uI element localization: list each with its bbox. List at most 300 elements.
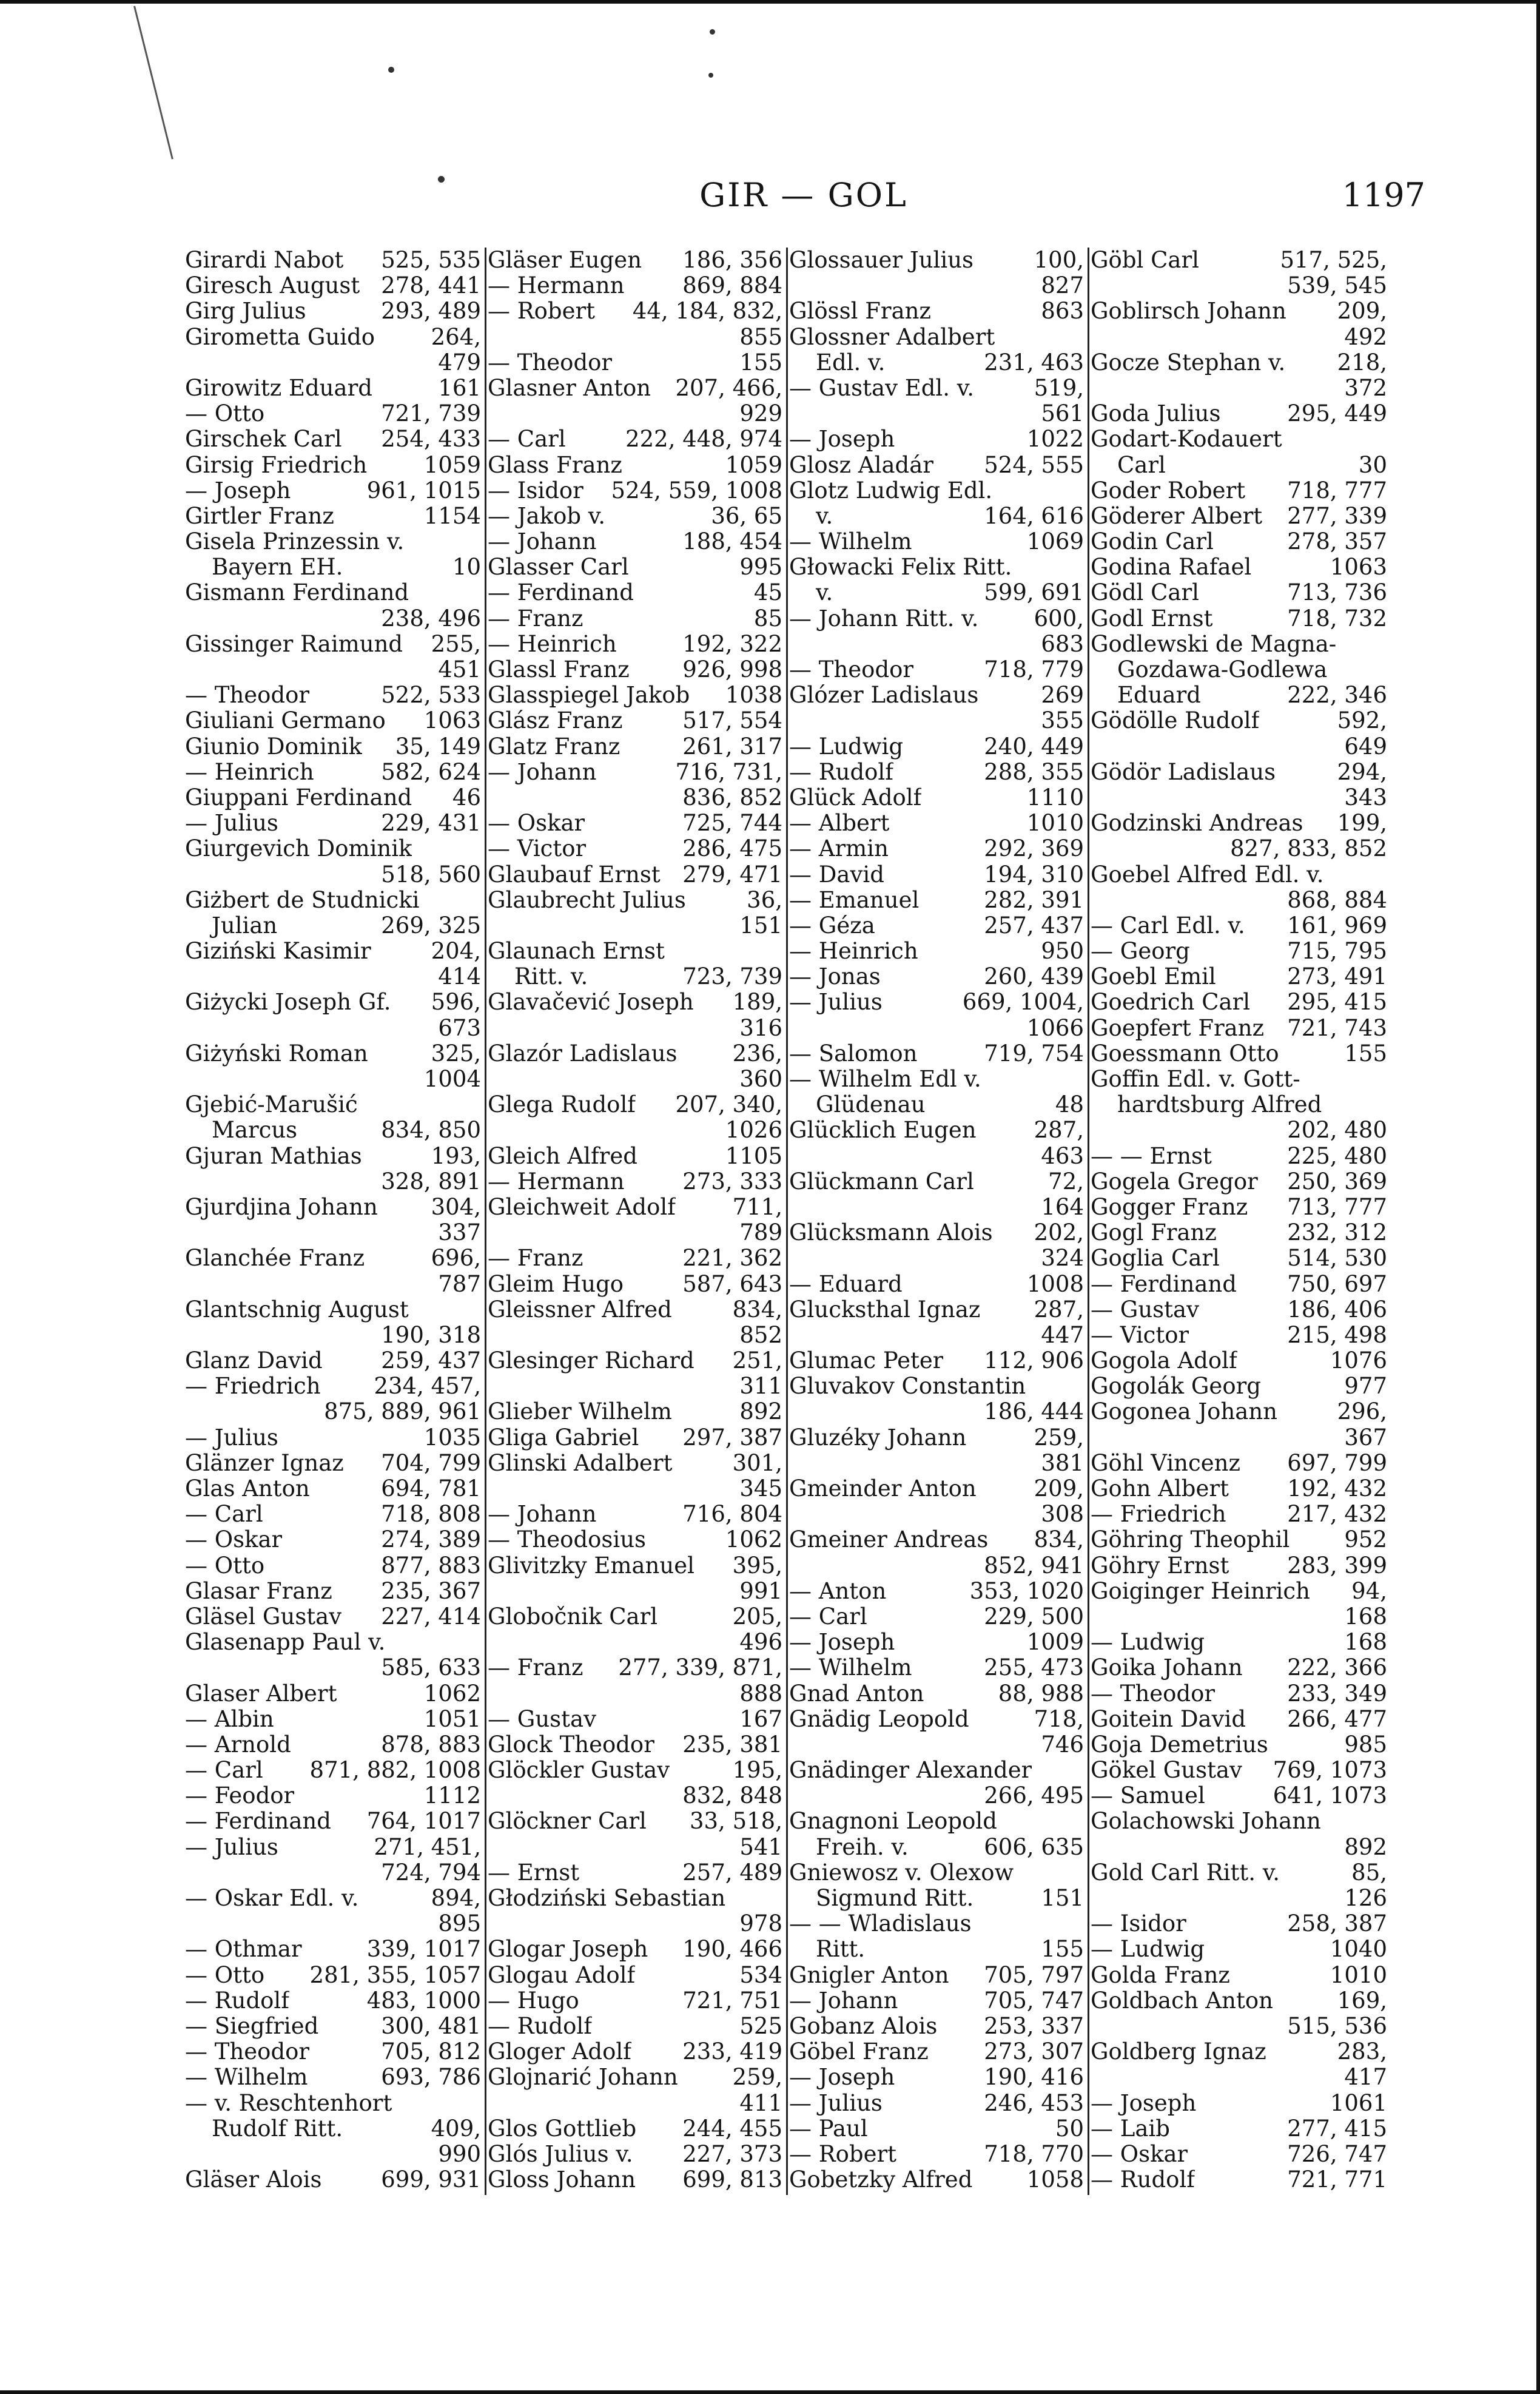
index-entry (1091, 811, 1387, 836)
entry-pages: 713, 736 (1287, 580, 1387, 606)
index-entry (488, 1348, 782, 1374)
entry-pages: 304, (431, 1194, 481, 1220)
index-entry (789, 350, 1084, 376)
entry-pages: 852, 941 (984, 1553, 1084, 1579)
entry-pages: 233, 419 (682, 2039, 782, 2065)
index-entry (789, 1323, 1084, 1348)
entry-pages: 343 (1344, 784, 1387, 811)
index-entry (185, 1246, 481, 1271)
index-entry (488, 657, 782, 683)
entry-pages: 168 (1344, 1630, 1387, 1656)
entry-name: — Samuel (1091, 1783, 1205, 1809)
entry-pages (1080, 1067, 1084, 1092)
entry-pages: 1026 (725, 1118, 782, 1144)
index-entry (1091, 453, 1387, 478)
entry-name: Glasner Anton (488, 375, 651, 401)
entry-pages: 259, (732, 2065, 782, 2091)
entry-pages: 669, 1004, (962, 990, 1084, 1016)
entry-pages: 926, 998 (682, 657, 782, 683)
index-entry (185, 888, 481, 913)
entry-name: Goja Demetrius (1091, 1731, 1268, 1758)
entry-pages (1384, 862, 1387, 888)
entry-pages: 251, (732, 1348, 782, 1374)
index-entry (789, 1988, 1084, 2014)
index-entry (488, 1783, 782, 1809)
entry-name: — Rudolf (789, 759, 893, 785)
index-entry (185, 1553, 481, 1579)
entry-name: Gödör Ladislaus (1091, 759, 1276, 785)
entry-name: Gnad Anton (789, 1681, 924, 1707)
index-entry (185, 683, 481, 708)
entry-pages (1080, 325, 1084, 350)
index-entry (488, 1758, 782, 1783)
entry-pages (1080, 555, 1084, 580)
entry-pages (1384, 657, 1387, 683)
entry-name: — — Wladislaus (789, 1911, 972, 1937)
index-entry (488, 632, 782, 657)
entry-name: — — Ernst (1091, 1143, 1212, 1169)
entry-pages: 286, 475 (682, 836, 782, 862)
entry-pages: 836, 852 (682, 784, 782, 811)
entry-pages: 282, 391 (984, 887, 1084, 913)
index-entry (789, 811, 1084, 836)
index-entry (789, 1169, 1084, 1195)
index-entry (1091, 325, 1387, 350)
index-entry (789, 1502, 1084, 1527)
entry-name: Göderer Albert (1091, 503, 1263, 529)
entry-name: Girsig Friedrich (185, 452, 368, 478)
entry-name: Goitein David (1091, 1706, 1246, 1732)
entry-name: Glesinger Richard (488, 1348, 694, 1374)
entry-name: Gläser Alois (185, 2167, 322, 2193)
entry-pages: 192, 432 (1287, 1476, 1387, 1502)
entry-name: — Julius (789, 990, 883, 1016)
entry-pages: 381 (1041, 1450, 1084, 1476)
index-entry (488, 1553, 782, 1579)
index-entry (185, 1323, 481, 1348)
entry-name: Glózer Ladislaus (789, 683, 979, 709)
entry-name: Golachowski Johann (1091, 1809, 1321, 1835)
entry-name: Glücksmann Alois (789, 1220, 993, 1246)
entry-pages: 194, 310 (984, 862, 1084, 888)
entry-name: Gogl Franz (1091, 1220, 1217, 1246)
index-entry (789, 1630, 1084, 1655)
index-entry (1091, 1655, 1387, 1681)
entry-pages: 217, 432 (1287, 1502, 1387, 1528)
entry-pages: 221, 362 (682, 1246, 782, 1272)
entry-name: — Wilhelm (789, 529, 912, 555)
index-entry (1091, 1579, 1387, 1604)
index-entry (488, 1399, 782, 1425)
entry-pages: 222, 366 (1287, 1655, 1387, 1681)
index-entry (185, 555, 481, 580)
index-entry (789, 1707, 1084, 1732)
entry-name: Göhring Theophil (1091, 1527, 1290, 1553)
entry-pages: 592, (1337, 708, 1387, 734)
entry-pages: 479 (438, 349, 481, 376)
index-entry (789, 1374, 1084, 1399)
entry-name: Gmeinder Anton (789, 1476, 977, 1502)
index-entry (1091, 1911, 1387, 1937)
entry-pages: 10 (452, 555, 481, 581)
entry-name: — Albert (789, 811, 890, 837)
page-number: 1197 (1342, 176, 1425, 214)
entry-pages (477, 1297, 481, 1323)
entry-pages: 409, (431, 2116, 481, 2142)
index-entry (488, 1195, 782, 1220)
entry-name: — Victor (1091, 1322, 1189, 1348)
index-entry (185, 1067, 481, 1092)
entry-pages: 283, 399 (1287, 1553, 1387, 1579)
entry-name: Golda Franz (1091, 1962, 1230, 1988)
index-entry (789, 1732, 1084, 1758)
index-entry (1091, 1476, 1387, 1502)
index-entry (185, 1195, 481, 1220)
entry-name: — Ludwig (1091, 1630, 1205, 1656)
entry-name: — Rudolf (488, 2013, 592, 2039)
index-entry (488, 1707, 782, 1732)
index-entry (185, 1758, 481, 1783)
entry-name: Girardi Nabot (185, 248, 344, 273)
entry-pages: 929 (739, 401, 782, 427)
index-entry (488, 1911, 782, 1937)
entry-pages: 231, 463 (984, 349, 1084, 376)
entry-name: — Ludwig (789, 733, 904, 760)
entry-name: Gnagnoni Leopold (789, 1809, 997, 1835)
entry-pages: 46 (452, 784, 481, 811)
entry-pages: 725, 744 (682, 811, 782, 837)
entry-pages: 517, 525, (1280, 248, 1387, 273)
entry-name: Goedrich Carl (1091, 990, 1251, 1016)
index-entry (1091, 2091, 1387, 2116)
index-entry (1091, 1707, 1387, 1732)
index-entry (789, 683, 1084, 708)
index-entry (1091, 1937, 1387, 1962)
entry-pages: 496 (739, 1630, 782, 1656)
index-entry (488, 580, 782, 605)
entry-pages: 278, 441 (381, 273, 481, 299)
index-entry (185, 580, 481, 605)
index-entry (488, 1630, 782, 1655)
index-entry (488, 1169, 782, 1195)
entry-pages: 1010 (1330, 1962, 1387, 1988)
entry-name: Glaubauf Ernst (488, 862, 661, 888)
entry-pages: 328, 891 (381, 1168, 481, 1195)
entry-pages: 718, 732 (1287, 605, 1387, 632)
entry-name: — Joseph (789, 427, 895, 453)
entry-name: — Franz (488, 1246, 583, 1272)
index-entry (185, 990, 481, 1015)
index-entry (789, 2065, 1084, 2090)
entry-pages: 764, 1017 (366, 1809, 481, 1835)
entry-name: Göbel Franz (789, 2039, 929, 2065)
index-entry (1091, 785, 1387, 811)
entry-name: — Hermann (488, 1168, 625, 1195)
entry-name: Freih. v. (816, 1834, 909, 1860)
entry-pages: 855 (739, 324, 782, 350)
entry-pages: 234, 457, (374, 1374, 481, 1400)
entry-name: Glas Anton (185, 1476, 310, 1502)
entry-name: — Laib (1091, 2116, 1170, 2142)
index-entry (789, 529, 1084, 555)
index-entry (185, 1681, 481, 1707)
entry-pages: 353, 1020 (969, 1578, 1084, 1604)
index-entry (789, 939, 1084, 964)
entry-pages: 155 (1041, 1937, 1084, 1963)
index-column-3 (788, 248, 1089, 2195)
entry-pages: 287, (1034, 1296, 1084, 1323)
entry-name: Gogger Franz (1091, 1194, 1248, 1220)
entry-name: — Ferdinand (1091, 1271, 1237, 1297)
entry-name: Ritt. v. (514, 964, 588, 990)
index-entry (185, 964, 481, 990)
entry-pages: 1009 (1026, 1630, 1084, 1656)
entry-pages: 100, (1034, 248, 1084, 273)
index-entry (185, 1783, 481, 1809)
entry-pages: 718, 777 (1287, 477, 1387, 504)
entry-pages: 164, 616 (984, 503, 1084, 529)
index-entry (185, 1860, 481, 1886)
entry-pages: 697, 799 (1287, 1450, 1387, 1476)
entry-name: Gjurdjina Johann (185, 1194, 378, 1220)
index-entry (1091, 1860, 1387, 1886)
index-entry (1091, 862, 1387, 888)
entry-pages: 151 (1041, 1886, 1084, 1911)
entry-pages (477, 2091, 481, 2116)
entry-name: Gluzéky Johann (789, 1425, 967, 1451)
entry-name: Gogonea Johann (1091, 1399, 1277, 1425)
index-entry (789, 2091, 1084, 2116)
index-entry (1091, 1246, 1387, 1271)
entry-pages: 259, 437 (381, 1348, 481, 1374)
index-entry (185, 1374, 481, 1399)
index-entry (185, 1118, 481, 1143)
entry-name: Giuliani Germano (185, 708, 386, 734)
entry-name: v. (816, 580, 833, 606)
index-entry (789, 1681, 1084, 1707)
entry-pages: 225, 480 (1287, 1143, 1387, 1169)
entry-name: Giziński Kasimir (185, 939, 371, 965)
index-entry (488, 1067, 782, 1092)
entry-name: Glaunach Ernst (488, 939, 665, 965)
entry-name: Gozdawa-Godlewa (1117, 657, 1328, 683)
entry-name: — Anton (789, 1578, 887, 1604)
entry-pages: 295, 415 (1287, 990, 1387, 1016)
entry-pages: 88, 988 (998, 1681, 1084, 1707)
entry-pages: 724, 794 (381, 1860, 481, 1886)
index-entry (1091, 913, 1387, 939)
index-entry (185, 1732, 481, 1758)
index-entry (789, 1911, 1084, 1937)
entry-pages: 705, 747 (984, 1988, 1084, 2014)
entry-pages: 271, 451, (374, 1834, 481, 1860)
entry-pages: 255, 473 (984, 1655, 1084, 1681)
index-entry (1091, 1144, 1387, 1169)
index-entry (488, 1374, 782, 1399)
entry-pages: 232, 312 (1287, 1220, 1387, 1246)
index-entry (185, 734, 481, 760)
index-entry (488, 811, 782, 836)
entry-name: Glückmann Carl (789, 1168, 974, 1195)
entry-pages: 463 (1041, 1143, 1084, 1169)
entry-pages: 372 (1344, 375, 1387, 401)
entry-pages: 269, 325 (381, 912, 481, 939)
entry-name: Glass Franz (488, 452, 622, 478)
entry-name: Gogola Adolf (1091, 1348, 1237, 1374)
entry-pages (1080, 478, 1084, 504)
entry-name: Glock Theodor (488, 1731, 654, 1758)
entry-pages: 288, 355 (984, 759, 1084, 785)
entry-name: Girowitz Eduard (185, 375, 372, 401)
entry-name: Glassl Franz (488, 657, 630, 683)
index-entry (1091, 580, 1387, 605)
index-entry (488, 913, 782, 939)
index-entry (488, 836, 782, 862)
entry-name: — Theodor (488, 349, 613, 376)
index-entry (488, 1502, 782, 1527)
entry-pages: 834, (732, 1296, 782, 1323)
entry-pages: 585, 633 (381, 1655, 481, 1681)
index-entry (185, 1988, 481, 2014)
index-entry (1091, 1758, 1387, 1783)
index-entry (789, 1092, 1084, 1118)
entry-pages: 227, 414 (381, 1603, 481, 1630)
entry-pages: 324 (1041, 1246, 1084, 1272)
entry-pages: 36, 65 (711, 503, 782, 529)
index-entry (488, 1041, 782, 1067)
entry-pages: 517, 554 (682, 708, 782, 734)
entry-pages: 189, (732, 990, 782, 1016)
entry-name: — Joseph (789, 1630, 895, 1656)
entry-pages: 1112 (423, 1783, 481, 1809)
entry-pages (477, 529, 481, 555)
entry-name: Glanchée Franz (185, 1246, 365, 1272)
entry-pages (1080, 1860, 1084, 1886)
entry-pages: 1063 (1330, 555, 1387, 581)
entry-name: Glavačević Joseph (488, 990, 694, 1016)
index-entry (488, 1835, 782, 1860)
entry-name: Rudolf Ritt. (212, 2116, 343, 2142)
index-entry (185, 298, 481, 324)
entry-name: Godina Rafael (1091, 555, 1252, 581)
index-entry (1091, 1783, 1387, 1809)
entry-pages: 295, 449 (1287, 401, 1387, 427)
index-entry (185, 1016, 481, 1041)
entry-pages: 721, 743 (1287, 1015, 1387, 1041)
entry-pages: 582, 624 (381, 759, 481, 785)
entry-name: — Isidor (1091, 1911, 1186, 1937)
index-entry (488, 990, 782, 1015)
entry-name: Gjebić-Marušić (185, 1092, 358, 1118)
entry-pages: 534 (739, 1962, 782, 1988)
entry-pages: 483, 1000 (366, 1988, 481, 2014)
entry-name: Glazór Ladislaus (488, 1040, 678, 1067)
entry-name: Głowacki Felix Ritt. (789, 555, 1012, 581)
index-entry (789, 964, 1084, 990)
entry-pages: 596, (431, 990, 481, 1016)
entry-name: Goder Robert (1091, 477, 1246, 504)
entry-name: — Friedrich (185, 1374, 321, 1400)
entry-name: — v. Reschtenhort (185, 2090, 392, 2116)
entry-pages: 169, (1337, 1988, 1387, 2014)
index-entry (789, 1144, 1084, 1169)
index-entry (789, 760, 1084, 785)
index-entry (185, 657, 481, 683)
entry-pages: 868, 884 (1287, 887, 1387, 913)
index-entry (789, 555, 1084, 580)
index-entry (1091, 1297, 1387, 1323)
entry-pages (1384, 1067, 1387, 1092)
index-entry (789, 1579, 1084, 1604)
entry-pages: 1004 (423, 1067, 481, 1092)
index-entry (789, 273, 1084, 298)
index-entry (185, 1911, 481, 1937)
index-entry (789, 504, 1084, 529)
index-entry (1091, 1041, 1387, 1067)
entry-name: Glossner Adalbert (789, 324, 995, 350)
entry-name: Glumac Peter (789, 1348, 944, 1374)
entry-name: Goebel Alfred Edl. v. (1091, 862, 1324, 888)
entry-pages: 229, 500 (984, 1603, 1084, 1630)
entry-name: — Oskar Edl. v. (185, 1886, 359, 1911)
entry-name: Glössl Franz (789, 298, 931, 325)
entry-pages: 693, 786 (381, 2065, 481, 2091)
entry-pages: 355 (1041, 708, 1084, 734)
index-entry (1091, 1630, 1387, 1655)
entry-pages: 694, 781 (381, 1476, 481, 1502)
index-entry (1091, 836, 1387, 862)
index-entry (488, 2014, 782, 2039)
index-entry (789, 1246, 1084, 1271)
index-entry (488, 964, 782, 990)
entry-pages: 952 (1344, 1527, 1387, 1553)
index-entry (789, 1272, 1084, 1297)
entry-name: — Heinrich (488, 631, 617, 657)
entry-pages: 277, 415 (1287, 2116, 1387, 2142)
entry-name: — Theodor (185, 683, 310, 709)
entry-name: Glotz Ludwig Edl. (789, 477, 993, 504)
entry-pages: 827 (1041, 273, 1084, 299)
entry-pages: 852 (739, 1322, 782, 1348)
entry-pages: 715, 795 (1287, 939, 1387, 965)
entry-pages: 990 (438, 2141, 481, 2167)
index-entry (488, 427, 782, 452)
entry-pages: 1076 (1330, 1348, 1387, 1374)
entry-name: Gjuran Mathias (185, 1143, 362, 1169)
index-entry (185, 1348, 481, 1374)
index-entry (488, 1144, 782, 1169)
index-entry (185, 1425, 481, 1451)
entry-pages: 1040 (1330, 1937, 1387, 1963)
index-entry (1091, 1732, 1387, 1758)
entry-pages: 85, (1351, 1860, 1387, 1886)
entry-pages: 151 (739, 912, 782, 939)
index-entry (1091, 298, 1387, 324)
entry-pages: 209, (1034, 1476, 1084, 1502)
index-entry (185, 1527, 481, 1553)
index-entry (488, 1016, 782, 1041)
entry-name: — Theodor (789, 657, 914, 683)
entry-name: Gloss Johann (488, 2167, 636, 2193)
entry-name: Godzinski Andreas (1091, 811, 1303, 837)
entry-pages: 266, 495 (984, 1783, 1084, 1809)
index-entry (789, 1118, 1084, 1143)
entry-pages: 45 (753, 580, 782, 606)
entry-name: — Wilhelm (185, 2065, 308, 2091)
entry-pages: 1022 (1026, 427, 1084, 453)
index-entry (488, 1246, 782, 1271)
entry-name: Glöckler Gustav (488, 1758, 670, 1784)
